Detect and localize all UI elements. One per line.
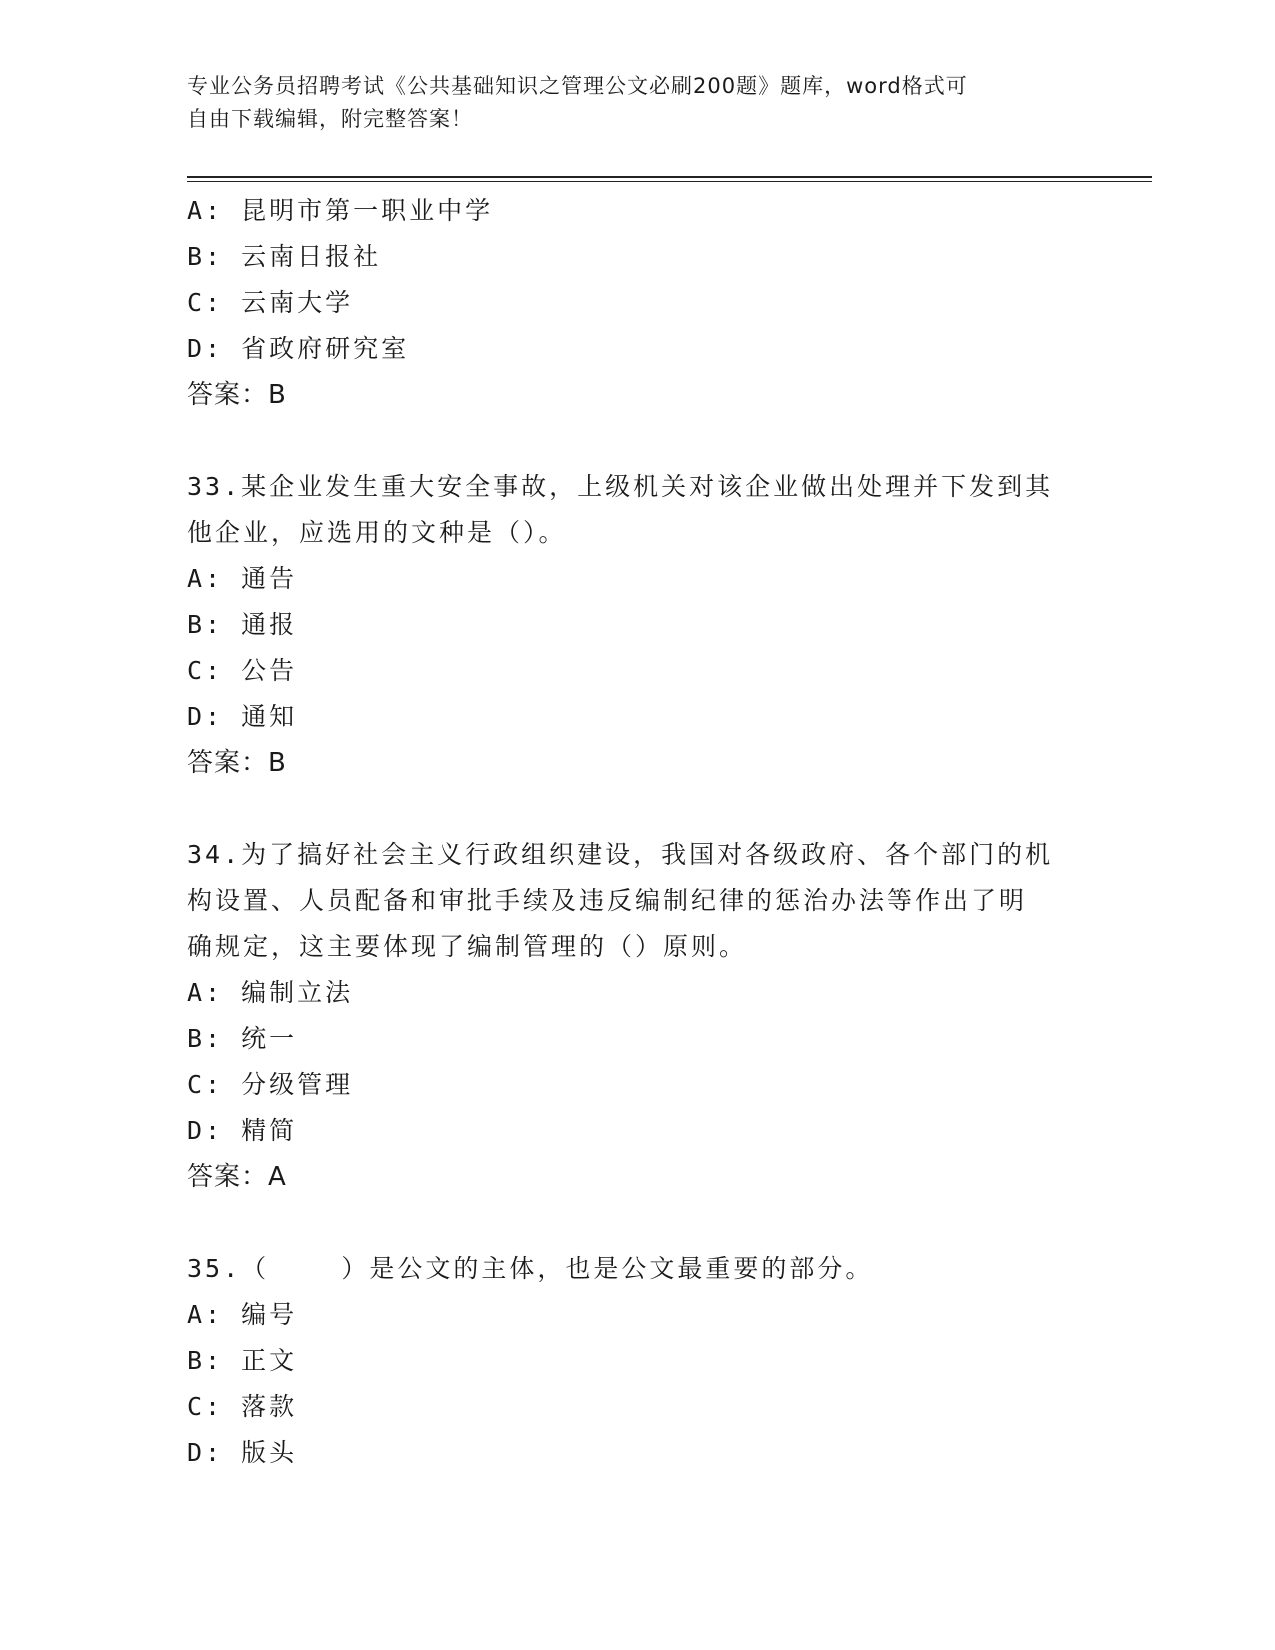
option-d: D: 通知 (187, 702, 298, 731)
question-stem-line-1: 33.某企业发生重大安全事故，上级机关对该企业做出处理并下发到其 (187, 472, 1054, 501)
header-line-2: 自由下载编辑，附完整答案！ (187, 107, 473, 131)
option-b: B: 统一 (187, 1024, 298, 1053)
option-b: B: 正文 (187, 1346, 298, 1375)
option-c: C: 公告 (187, 656, 298, 685)
question-stem-line-2: 构设置、人员配备和审批手续及违反编制纪律的惩治办法等作出了明 (187, 886, 1028, 915)
option-c: C: 云南大学 (187, 288, 354, 317)
option-a: A: 编制立法 (187, 978, 354, 1007)
header-divider-thick (187, 176, 1152, 178)
option-d: D: 省政府研究室 (187, 334, 410, 363)
option-b: B: 云南日报社 (187, 242, 382, 271)
option-a: A: 编号 (187, 1300, 298, 1329)
option-d: D: 版头 (187, 1438, 298, 1467)
spacer (187, 786, 1087, 832)
option-c: C: 分级管理 (187, 1070, 354, 1099)
question-list (187, 188, 1087, 1476)
question-stem-line-1: 34.为了搞好社会主义行政组织建设，我国对各级政府、各个部门的机 (187, 840, 1054, 869)
question-stem-line-2: 他企业，应选用的文种是（）。 (187, 518, 567, 547)
answer-line: 答案：B (187, 380, 287, 410)
question-34 (187, 832, 1087, 1200)
spacer (187, 418, 1087, 464)
spacer (187, 1200, 1087, 1246)
option-a: A: 通告 (187, 564, 298, 593)
option-a: A: 昆明市第一职业中学 (187, 196, 494, 225)
document-header (187, 70, 1067, 136)
answer-line: 答案：A (187, 1162, 287, 1192)
question-35 (187, 1246, 1087, 1476)
header-divider-thin (187, 181, 1152, 182)
header-line-1: 专业公务员招聘考试《公共基础知识之管理公文必刷200题》题库，word格式可 (187, 74, 968, 98)
question-stem-line-3: 确规定，这主要体现了编制管理的（）原则。 (187, 932, 748, 961)
option-b: B: 通报 (187, 610, 298, 639)
answer-line: 答案：B (187, 748, 287, 778)
question-32-continued (187, 188, 1087, 418)
option-c: C: 落款 (187, 1392, 298, 1421)
question-stem-line-1: 35.（ ）是公文的主体，也是公文最重要的部分。 (187, 1254, 874, 1283)
question-33 (187, 464, 1087, 786)
option-d: D: 精简 (187, 1116, 298, 1145)
